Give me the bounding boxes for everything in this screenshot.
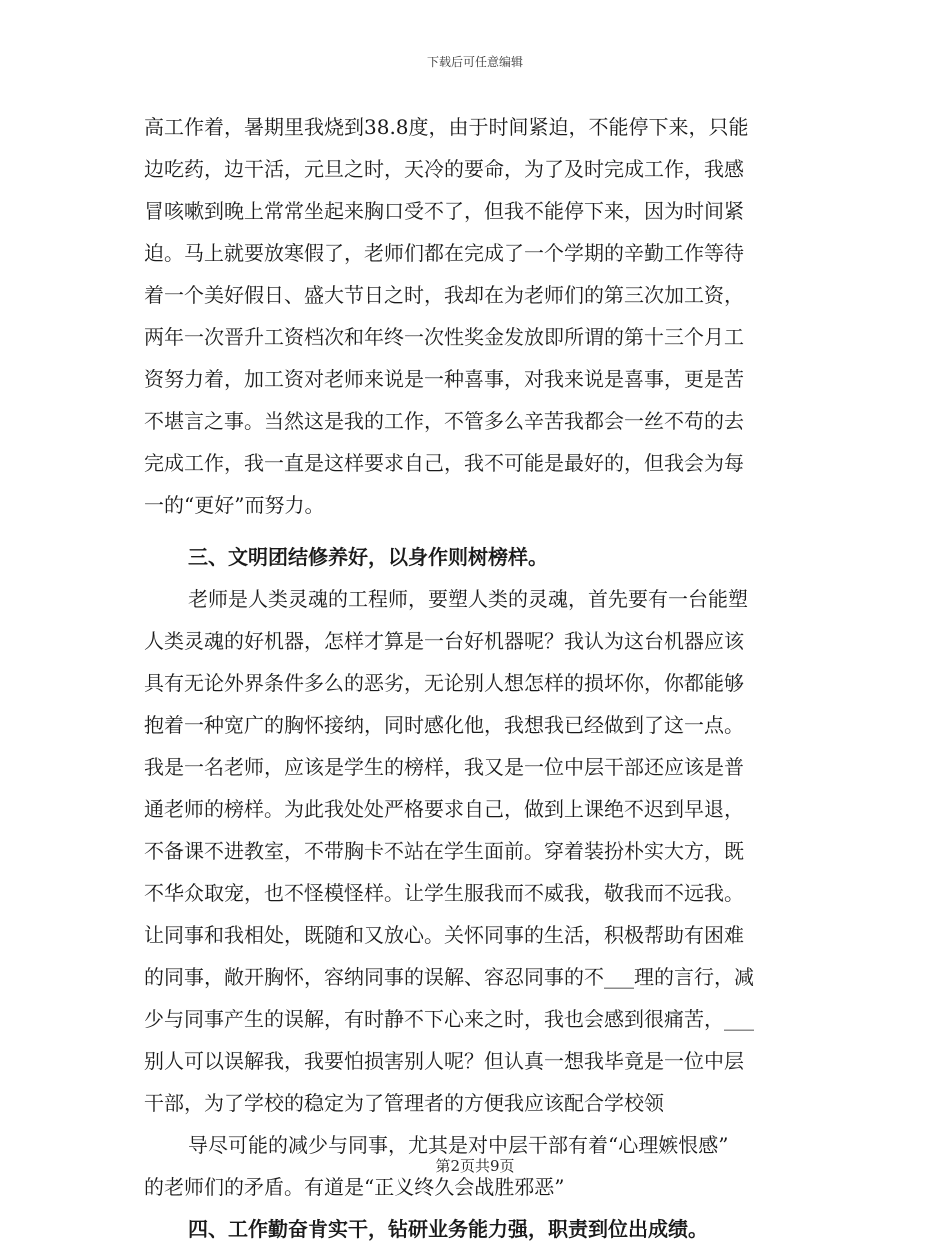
body-line: 干部，为了学校的稳定为了管理者的方便我应该配合学校领 [144,1091,664,1115]
body-line: 人类灵魂的好机器，怎样才算是一台好机器呢？我认为这台机器应该 [144,629,744,653]
body-line: 边吃药，边干活，元旦之时，天冷的要命，为了及时完成工作，我感 [144,157,744,181]
document-body [144,106,808,1250]
section-heading-4: 四、工作勤奋肯实干，钻研业务能力强，职责到位出成绩。 [188,1217,708,1241]
body-line: 让同事和我相处，既随和又放心。关怀同事的生活，积极帮助有困难 [144,923,744,947]
body-line: 不华众取宠，也不怪模怪样。让学生服我而不威我，敬我而不远我。 [144,881,744,905]
body-line: 完成工作，我一直是这样要求自己，我不可能是最好的，但我会为每 [144,451,744,475]
body-line: 通老师的榜样。为此我处处严格要求自己，做到上课绝不迟到早退， [144,797,744,821]
body-line: 一的“更好”而努力。 [144,493,325,517]
body-line: 我是一名老师，应该是学生的榜样，我又是一位中层干部还应该是普 [144,755,744,779]
section-heading-3: 三、文明团结修养好，以身作则树榜样。 [188,545,548,569]
body-line: 少与同事产生的误解，有时静不下心来之时，我也会感到很痛苦，___ [144,1007,754,1031]
body-line: 抱着一种宽广的胸怀接纳，同时感化他，我想我已经做到了这一点。 [144,713,744,737]
body-line: 高工作着，暑期里我烧到38.8度，由于时间紧迫，不能停下来，只能 [144,115,749,139]
page-number: 第2页共9页 [435,1157,515,1175]
body-line: 资努力着，加工资对老师来说是一种喜事，对我来说是喜事，更是苦 [144,367,744,391]
body-line: 的老师们的矛盾。有道是“正义终久会战胜邪恶” [144,1175,565,1199]
page-header-note: 下载后可任意编辑 [426,55,523,69]
body-line: 老师是人类灵魂的工程师，要塑人类的灵魂，首先要有一台能塑 [188,587,748,611]
body-line: 具有无论外界条件多么的恶劣，无论别人想怎样的损坏你，你都能够 [144,671,744,695]
body-line: 两年一次晋升工资档次和年终一次性奖金发放即所谓的第十三个月工 [144,325,744,349]
body-line: 不堪言之事。当然这是我的工作，不管多么辛苦我都会一丝不苟的去 [144,409,744,433]
body-line: 着一个美好假日、盛大节日之时，我却在为老师们的第三次加工资， [144,283,744,307]
body-line: 迫。马上就要放寒假了，老师们都在完成了一个学期的辛勤工作等待 [144,241,744,265]
body-line: 别人可以误解我，我要怕损害别人呢？但认真一想我毕竟是一位中层 [144,1049,744,1073]
body-line: 不备课不进教室，不带胸卡不站在学生面前。穿着装扮朴实大方，既 [144,839,744,863]
body-line: 的同事，敞开胸怀，容纳同事的误解、容忍同事的不___理的言行，减 [144,965,754,989]
body-line: 导尽可能的减少与同事，尤其是对中层干部有着“心理嫉恨感” [188,1133,729,1157]
body-line: 冒咳嗽到晚上常常坐起来胸口受不了，但我不能停下来，因为时间紧 [144,199,744,223]
